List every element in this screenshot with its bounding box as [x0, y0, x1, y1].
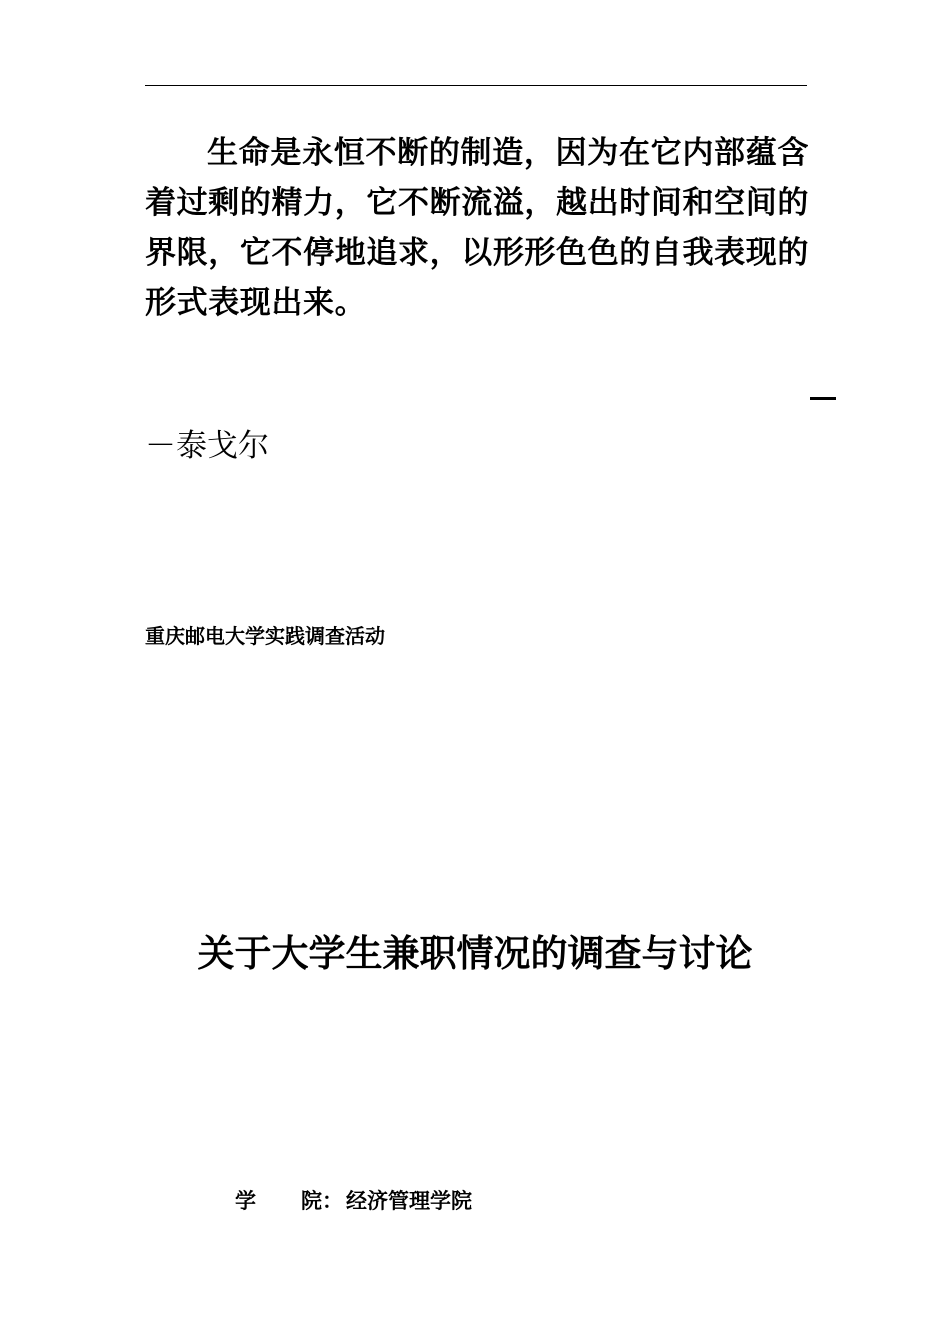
college-value: 经济管理学院 [346, 1188, 472, 1213]
quote-author: －泰戈尔 [145, 428, 269, 464]
quote-dash [810, 397, 836, 400]
header-rule [145, 85, 807, 86]
activity-line: 重庆邮电大学实践调查活动 [145, 624, 385, 648]
epigraph-quote: 生命是永恒不断的制造，因为在它内部蕴含着过剩的精力，它不断流溢，越出时间和空间的界限，它不停地追求，以形形色色的自我表现的形式表现出来。 [145, 135, 809, 321]
college-label-part-2: 院： [301, 1188, 343, 1213]
document-title: 关于大学生兼职情况的调查与讨论 [197, 932, 753, 975]
college-label-part-1: 学 [235, 1188, 256, 1213]
